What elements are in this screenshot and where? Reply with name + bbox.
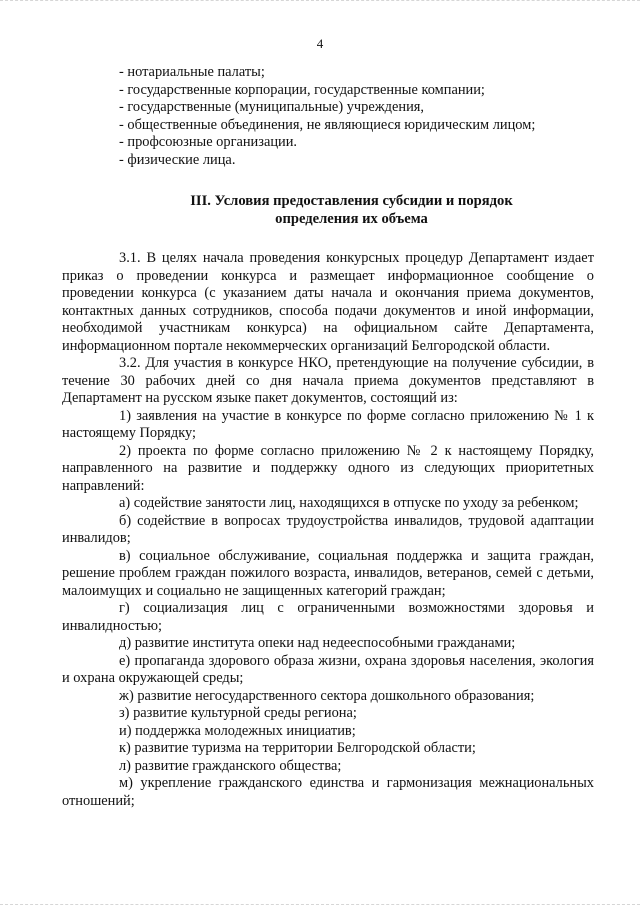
- page-number: 4: [316, 36, 324, 51]
- paragraph-item-e: е) пропаганда здорового образа жизни, охрана здоровья населения, экология и охрана окружающей среды;: [62, 652, 594, 686]
- paragraph-3-1: 3.1. В целях начала проведения конкурсных процедур Департамент издает приказ о проведении конкурса и размещает информационное сообщение о проведении конкурса (с указанием даты начала и окончания приема документов, контактных данных сотрудников, способа подачи документов и иной информации, необходимой участникам конкурса) на официальном сайте Департамента, информационном портале некоммерческих организаций Белгородской области.: [62, 250, 594, 354]
- paragraph-item-2: 2) проекта по форме согласно приложению № 2 к настоящему Порядку, направленного на развитие и поддержку одного из следующих приоритетных направлений:: [62, 442, 594, 494]
- list-item: - государственные (муниципальные) учреждения,: [119, 99, 424, 115]
- section-heading: [62, 192, 594, 228]
- paragraph-item-g: г) социализация лиц с ограниченными возможностями здоровья и инвалидностью;: [62, 600, 594, 634]
- paragraph-item-m: м) укрепление гражданского единства и гармонизация межнациональных отношений;: [62, 775, 594, 809]
- section-heading-line-2: определения их объема: [275, 211, 428, 227]
- paragraph-item-a: а) содействие занятости лиц, находящихся в отпуске по уходу за ребенком;: [119, 495, 579, 511]
- list-item: - физические лица.: [119, 151, 236, 168]
- paragraph-item-k: к) развитие туризма на территории Белгородской области;: [119, 740, 476, 756]
- list-item: - нотариальные палаты;: [119, 64, 265, 80]
- paragraph-item-z: з) развитие культурной среды региона;: [119, 705, 357, 721]
- list-item: - общественные объединения, не являющиеся юридическим лицом;: [119, 116, 536, 133]
- paragraph-item-v: в) социальное обслуживание, социальная поддержка и защита граждан, решение проблем граждан пожилого возраста, инвалидов, ветеранов, семей с детьми, малоимущих и социально не защищенных категорий граждан;: [62, 547, 594, 599]
- paragraph-item-zh: ж) развитие негосударственного сектора дошкольного образования;: [119, 687, 535, 704]
- scan-top-edge: [0, 0, 640, 4]
- paragraph-item-l: л) развитие гражданского общества;: [119, 757, 342, 774]
- scan-bottom-edge: [0, 900, 640, 905]
- paragraph-item-1: 1) заявления на участие в конкурсе по форме согласно приложению № 1 к настоящему Порядку;: [62, 407, 594, 441]
- document-body: [62, 64, 594, 810]
- list-item: - государственные корпорации, государственные компании;: [119, 81, 485, 98]
- paragraph-item-b: б) содействие в вопросах трудоустройства инвалидов, трудовой адаптации инвалидов;: [62, 512, 594, 546]
- list-item: - профсоюзные организации.: [119, 134, 298, 150]
- paragraph-item-d: д) развитие института опеки над недееспособными гражданами;: [119, 635, 516, 651]
- section-heading-line-1: III. Условия предоставления субсидии и порядок: [190, 193, 513, 209]
- paragraph-3-2: 3.2. Для участия в конкурсе НКО, претендующие на получение субсидии, в течение 30 рабочих дней со дня начала приема документов представляют в Департамент на русском языке пакет документов, состоящий из:: [62, 355, 594, 406]
- paragraph-item-i: и) поддержка молодежных инициатив;: [119, 722, 356, 739]
